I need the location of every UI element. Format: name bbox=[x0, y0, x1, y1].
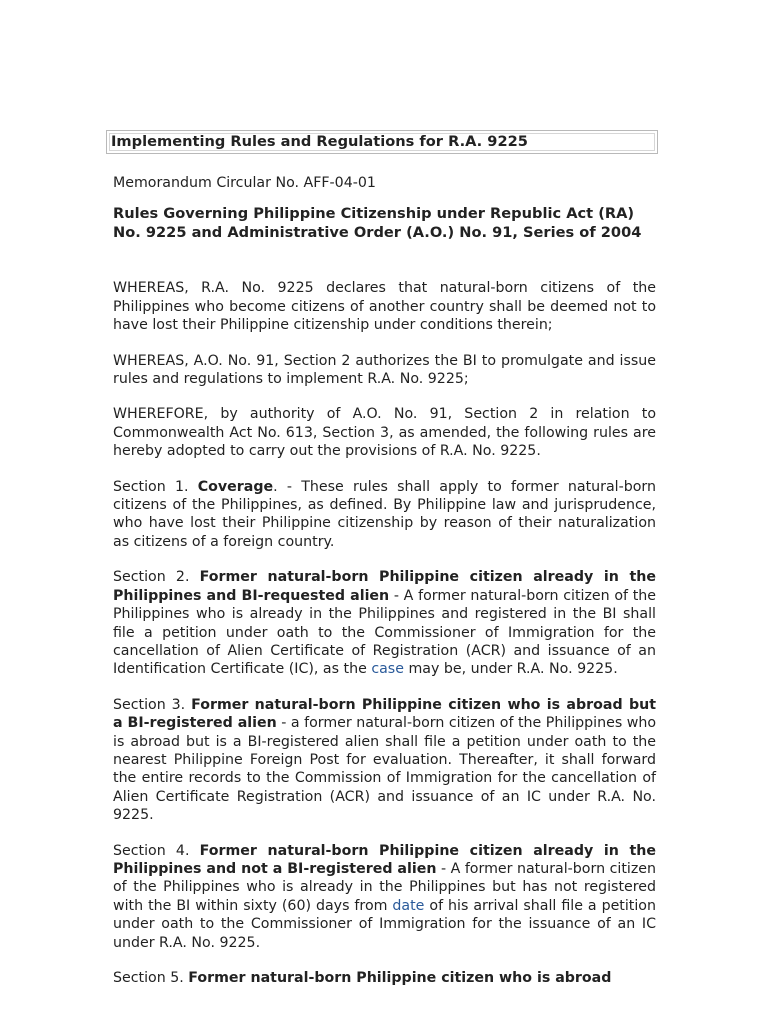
section-2-body: - A former natural-born citizen of the Philippines who is already in the Philippines and registered in the BI shall file a petition under oath to the Commissioner of Immigration for the cancellation of Alien Certificate of Registration (ACR) and issuance of an Identification Certificate (IC), as the bbox=[113, 587, 656, 678]
section-4-body: - A former natural-born citizen of the Philippines who is already in the Philippines but has not registered with the BI within sixty (60) days from bbox=[113, 860, 656, 914]
section-2 bbox=[113, 568, 656, 678]
section-2-title: Former natural-born Philippine citizen already in the Philippines and BI-requested alien bbox=[113, 569, 656, 604]
section-1-title: Coverage bbox=[197, 478, 274, 495]
section-4-title: Former natural-born Philippine citizen already in the Philippines and not a BI-registered alien bbox=[113, 842, 656, 877]
section-1-body: . - These rules shall apply to former natural-born citizens of the Philippines, as defined. By Philippine law and jurisprudence, who have lost their Philippine citizenship by reason of their naturalization as citizens of a foreign country. bbox=[113, 478, 656, 550]
section-4-prefix: Section 4. bbox=[113, 842, 200, 859]
section-1 bbox=[113, 478, 656, 552]
document-body bbox=[113, 174, 656, 1004]
section-3-title: Former natural-born Philippine citizen who is abroad but a BI-registered alien bbox=[113, 696, 656, 732]
whereas-paragraph-2: WHEREAS, A.O. No. 91, Section 2 authorizes the BI to promulgate and issue rules and regulations to implement R.A. No. 9225; bbox=[113, 352, 656, 388]
document-title-box bbox=[106, 130, 658, 154]
section-4-body-end: of his arrival shall file a petition under oath to the Commissioner of Immigration for the issuance of an IC under R.A. No. 9225. bbox=[113, 897, 656, 951]
section-2-body-end: may be, under R.A. No. 9225. bbox=[403, 661, 618, 678]
section-3-prefix: Section 3. bbox=[113, 696, 192, 713]
document-heading: Rules Governing Philippine Citizenship under Republic Act (RA) No. 9225 and Administrative Order (A.O.) No. 91, Series of 2004 bbox=[113, 205, 642, 242]
section-2-prefix: Section 2. bbox=[113, 569, 200, 586]
date-link[interactable]: date bbox=[392, 897, 425, 914]
section-5-title: Former natural-born Philippine citizen who is abroad bbox=[188, 970, 612, 986]
section-5-prefix: Section 5. bbox=[113, 970, 189, 986]
section-3 bbox=[113, 696, 656, 825]
case-link[interactable]: case bbox=[371, 661, 404, 678]
section-4 bbox=[113, 842, 656, 952]
document-title: Implementing Rules and Regulations for R.A. 9225 bbox=[109, 133, 655, 151]
section-1-prefix: Section 1. bbox=[113, 478, 198, 495]
memorandum-number: Memorandum Circular No. AFF-04-01 bbox=[113, 175, 376, 191]
section-3-body: - a former natural-born citizen of the Philippines who is abroad but is a BI-registered alien shall file a petition under oath to the nearest Philippine Foreign Post for evaluation. Thereafter, it shall forward the entire records to the Commission of Immigration for the cancellation of Alien Certificate Registration (ACR) and issuance of an IC under R.A. No. 9225. bbox=[113, 715, 657, 824]
whereas-paragraph-1: WHEREAS, R.A. No. 9225 declares that natural-born citizens of the Philippines who become citizens of another country shall be deemed not to have lost their Philippine citizenship under conditions therein; bbox=[113, 280, 656, 334]
section-5 bbox=[113, 969, 656, 987]
wherefore-paragraph: WHEREFORE, by authority of A.O. No. 91, Section 2 in relation to Commonwealth Act No. 613, Section 3, as amended, the following rules are hereby adopted to carry out the provisions of R.A. No. 9225. bbox=[113, 406, 656, 460]
